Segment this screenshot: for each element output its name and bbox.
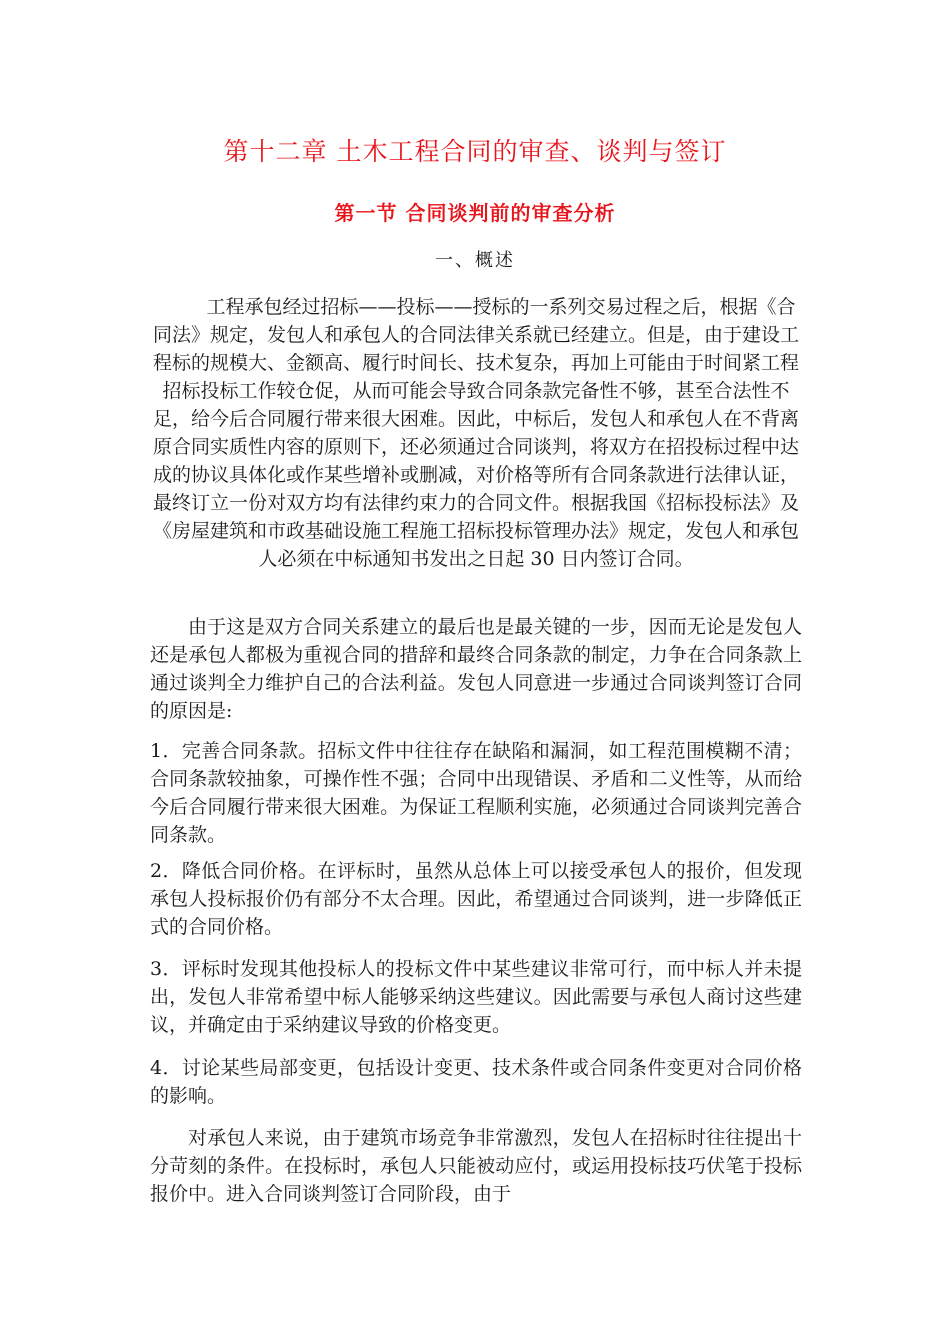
paragraph-overview: 工程承包经过招标——投标——授标的一系列交易过程之后，根据《合同法》规定，发包人和承包人的合同法律关系就已经建立。但是，由于建设工程标的规模大、金额高、履行时间长、技术复杂，再加上可能由于时间紧工程招标投标工作较仓促，从而可能会导致合同条款完备性不够，甚至合法性不足，给今后合同履行带来很大困难。因此，中标后，发包人和承包人在不背离原合同实质性内容的原则下，还必须通过合同谈判，将双方在招投标过程中达成的协议具体化或作某些增补或删减，对价格等所有合同条款进行法律认证，最终订立一份对双方均有法律约束力的合同文件。根据我国《招标投标法》及《房屋建筑和市政基础设施工程施工招标投标管理办法》规定，发包人和承包人必须在中标通知书发出之日起 30 日内签订合同。 xyxy=(152,296,799,570)
list-item-lower-price: 2．降低合同价格。在评标时，虽然从总体上可以接受承包人的报价，但发现承包人投标报价仍有部分不太合理。因此，希望通过合同谈判，进一步降低正式的合同价格。 xyxy=(150,860,802,938)
list-item-adopt-suggestions: 3．评标时发现其他投标人的投标文件中某些建议非常可行，而中标人并未提出，发包人非常希望中标人能够采纳这些建议。因此需要与承包人商讨这些建议，并确定由于采纳建议导致的价格变更。 xyxy=(150,958,802,1036)
paragraph-contractor-view: 对承包人来说，由于建筑市场竞争非常激烈，发包人在招标时往往提出十分苛刻的条件。在投标时，承包人只能被动应付，或运用投标技巧伏笔于投标报价中。进入合同谈判签订合同阶段，由于 xyxy=(150,1127,802,1205)
chapter-title: 第十二章 土木工程合同的审查、谈判与签订 xyxy=(223,137,727,166)
list-item-local-changes: 4．讨论某些局部变更，包括设计变更、技术条件或合同条件变更对合同价格的影响。 xyxy=(150,1057,802,1107)
paragraph-reasons-intro: 由于这是双方合同关系建立的最后也是最关键的一步，因而无论是发包人还是承包人都极为重视合同的措辞和最终合同条款的制定，力争在合同条款上通过谈判全力维护自己的合法利益。发包人同意进一步通过合同谈判签订合同的原因是: xyxy=(150,616,802,722)
section-title: 第一节 合同谈判前的审查分析 xyxy=(334,201,616,225)
subsection-title: 一、概述 xyxy=(435,250,515,271)
list-item-complete-terms: 1．完善合同条款。招标文件中往往存在缺陷和漏洞，如工程范围模糊不清；合同条款较抽象，可操作性不强；合同中出现错误、矛盾和二义性等，从而给今后合同履行带来很大困难。为保证工程顺利实施，必须通过合同谈判完善合同条款。 xyxy=(150,740,802,846)
